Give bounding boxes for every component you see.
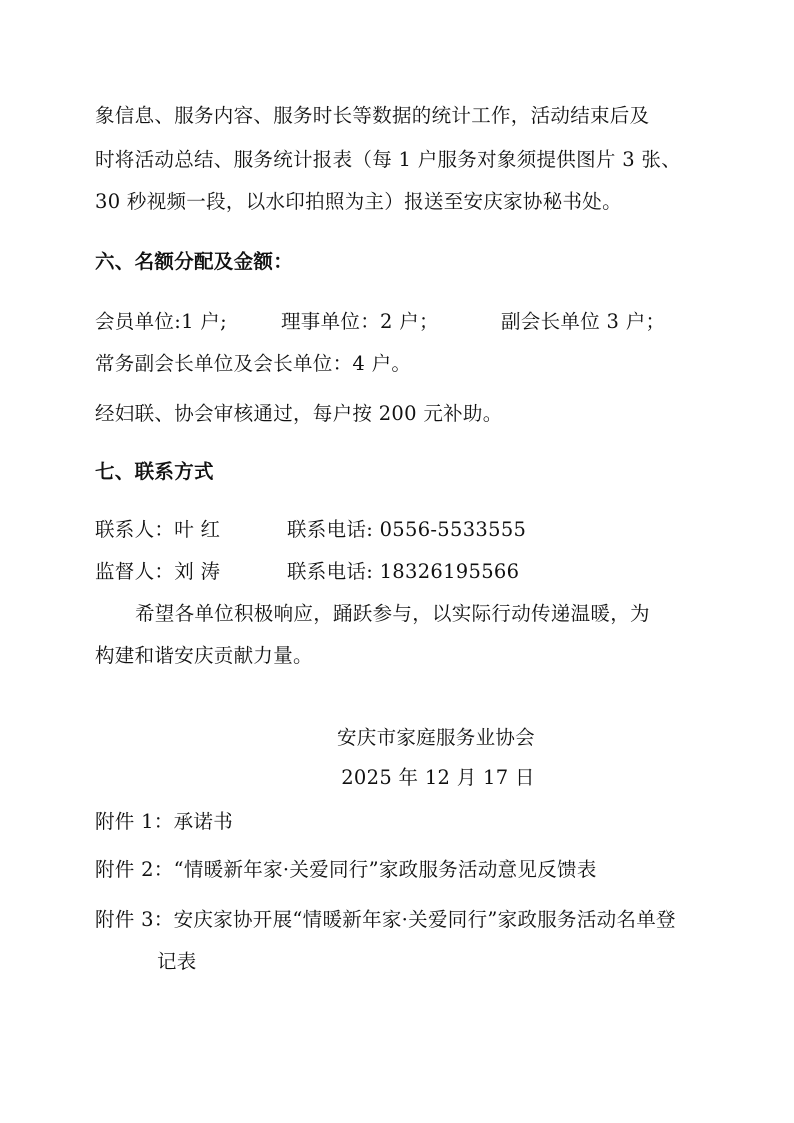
closing-line-1: 希望各单位积极响应，踊跃参与，以实际行动传递温暖，为: [135, 602, 650, 625]
vice-president-quota: 副会长单位 3 户；: [501, 310, 666, 333]
signature-date: 2025 年 12 月 17 日: [341, 766, 535, 789]
supervisor-phone: 联系电话: 18326195566: [287, 560, 520, 583]
supervisor-person: 监督人：刘 涛: [95, 560, 221, 583]
paragraph-line-2: 时将活动总结、服务统计报表（每 1 户服务对象须提供图片 3 张、: [95, 148, 682, 171]
contact-phone: 联系电话: 0556-5533555: [287, 518, 527, 541]
contact-person: 联系人：叶 红: [95, 518, 221, 541]
subsidy-line: 经妇联、协会审核通过，每户按 200 元补助。: [95, 402, 503, 425]
paragraph-line-1: 象信息、服务内容、服务时长等数据的统计工作，活动结束后及: [95, 104, 650, 127]
attachment-3-line-1: 附件 3：安庆家协开展“情暖新年家·关爱同行”家政服务活动名单登: [95, 908, 676, 931]
attachment-3-line-2: 记表: [157, 950, 197, 973]
closing-line-2: 构建和谐安庆贡献力量。: [95, 644, 313, 667]
member-quota: 会员单位:1 户;: [95, 310, 227, 333]
director-quota: 理事单位：2 户；: [281, 310, 439, 333]
attachment-1: 附件 1：承诺书: [95, 810, 234, 833]
paragraph-line-3: 30 秒视频一段，以水印拍照为主）报送至安庆家协秘书处。: [95, 190, 622, 213]
executive-quota: 常务副会长单位及会长单位：4 户。: [95, 352, 412, 375]
section-6-heading: 六、名额分配及金额：: [95, 250, 294, 273]
section-7-heading: 七、联系方式: [95, 460, 214, 483]
attachment-2: 附件 2：“情暖新年家·关爱同行”家政服务活动意见反馈表: [95, 858, 597, 881]
signature-organization: 安庆市家庭服务业协会: [336, 726, 535, 749]
